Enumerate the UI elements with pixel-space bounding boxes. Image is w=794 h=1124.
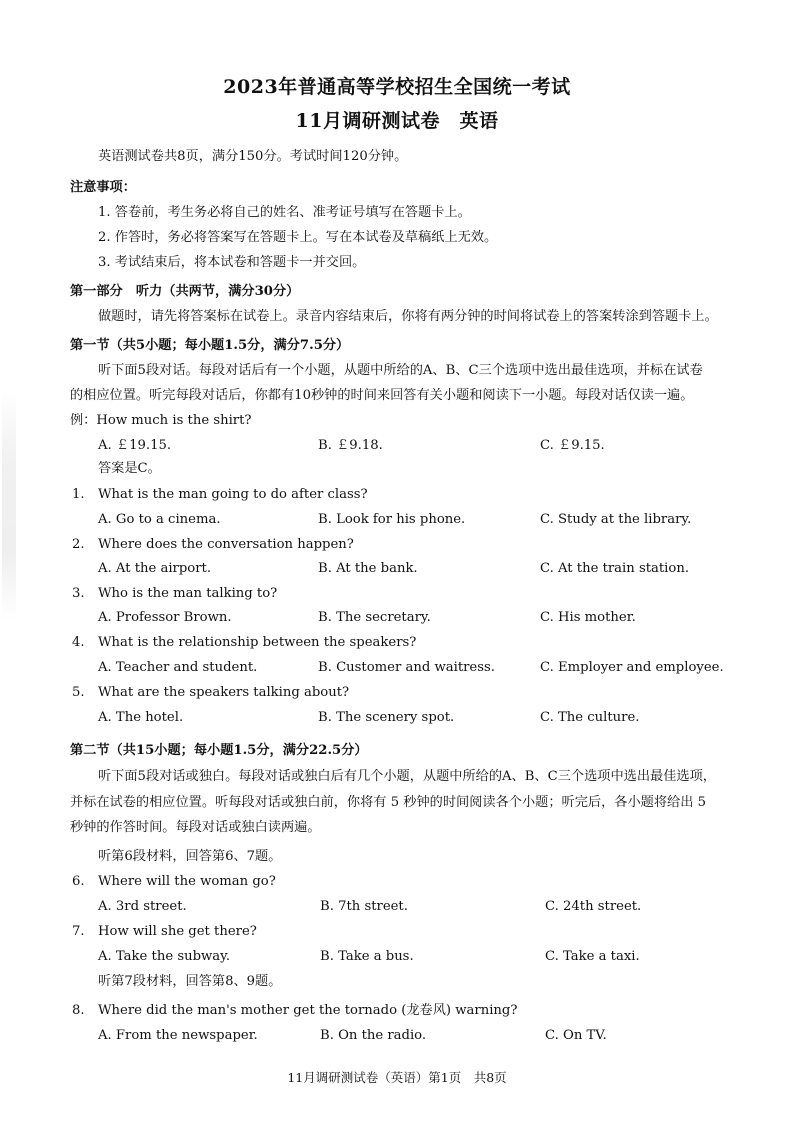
part1-instruction: 做题时，请先将答案标在试卷上。录音内容结束后，你将有两分钟的时间将试卷上的答案转涂到答题卡上。	[98, 309, 718, 324]
option-a: A. Professor Brown.	[98, 610, 232, 625]
option-b: B. Customer and waitress.	[318, 660, 495, 675]
option-a: A. The hotel.	[98, 710, 184, 725]
section2-instruction: 听下面5段对话或独白。每段对话或独白后有几个小题，从题中所给的A、B、C三个选项中选出最佳选项，	[98, 769, 716, 784]
option-c: C. The culture.	[540, 710, 640, 725]
option-b: B. The scenery spot.	[318, 710, 455, 725]
question-number: 7.	[72, 924, 85, 939]
option-a: A. Teacher and student.	[98, 660, 258, 675]
section1-instruction: 听下面5段对话。每段对话后有一个小题，从题中所给的A、B、C三个选项中选出最佳选项，并标在试卷	[98, 363, 703, 378]
section1-instruction: 的相应位置。听完每段对话后，你都有10秒钟的时间来回答有关小题和阅读下一小题。每段对话仅读一遍。	[70, 388, 694, 403]
option-b: B. Take a bus.	[320, 949, 414, 964]
option-b: B. At the bank.	[318, 561, 418, 576]
option-a: A. 3rd street.	[98, 899, 187, 914]
question-text: Where did the man's mother get the tornado (龙卷风) warning?	[98, 1003, 518, 1018]
question-text: How will she get there?	[98, 924, 257, 939]
question-text: What are the speakers talking about?	[98, 685, 350, 700]
note-item: 3. 考试结束后，将本试卷和答题卡一并交回。	[98, 255, 366, 270]
example-option-a: A. ￡19.15.	[98, 438, 172, 453]
material-label: 听第7段材料，回答第8、9题。	[98, 974, 282, 989]
question-number: 6.	[72, 874, 85, 889]
option-c: C. His mother.	[540, 610, 636, 625]
question-text: Where will the woman go?	[98, 874, 276, 889]
question-text: What is the relationship between the speakers?	[98, 635, 417, 650]
question-number: 5.	[72, 685, 85, 700]
example-question: 例：How much is the shirt?	[70, 413, 252, 428]
example-option-c: C. ￡9.15.	[540, 438, 605, 453]
option-b: B. 7th street.	[320, 899, 408, 914]
section2-instruction: 秒钟的作答时间。每段对话或独白读两遍。	[70, 820, 321, 835]
example-answer: 答案是C。	[98, 461, 161, 476]
page-footer: 11月调研测试卷（英语）第1页 共8页	[287, 1070, 507, 1085]
exam-intro: 英语测试卷共8页，满分150分。考试时间120分钟。	[98, 149, 408, 164]
option-c: C. On TV.	[545, 1028, 607, 1043]
exam-subtitle: 11月调研测试卷 英语	[295, 110, 499, 132]
question-text: Where does the conversation happen?	[98, 537, 354, 552]
option-a: A. Go to a cinema.	[98, 512, 221, 527]
question-number: 3.	[72, 586, 85, 601]
question-number: 1.	[72, 487, 85, 502]
question-text: Who is the man talking to?	[98, 586, 278, 601]
option-a: A. From the newspaper.	[98, 1028, 258, 1043]
question-number: 2.	[72, 537, 85, 552]
option-c: C. Study at the library.	[540, 512, 692, 527]
question-number: 8.	[72, 1003, 85, 1018]
notes-heading: 注意事项：	[70, 180, 136, 195]
part1-heading: 第一部分 听力（共两节，满分30分）	[70, 284, 300, 299]
option-a: A. Take the subway.	[98, 949, 231, 964]
option-a: A. At the airport.	[98, 561, 212, 576]
option-c: C. Employer and employee.	[540, 660, 724, 675]
question-text: What is the man going to do after class?	[98, 487, 368, 502]
option-b: B. The secretary.	[318, 610, 431, 625]
note-item: 1. 答卷前，考生务必将自己的姓名、准考证号填写在答题卡上。	[98, 205, 471, 220]
section2-heading: 第二节（共15小题；每小题1.5分，满分22.5分）	[70, 743, 368, 758]
option-c: C. 24th street.	[545, 899, 642, 914]
question-number: 4.	[72, 635, 85, 650]
example-option-b: B. ￡9.18.	[318, 438, 383, 453]
scan-smudge	[2, 390, 16, 620]
option-c: C. At the train station.	[540, 561, 690, 576]
section1-heading: 第一节（共5小题；每小题1.5分，满分7.5分）	[70, 338, 350, 353]
note-item: 2. 作答时，务必将答案写在答题卡上。写在本试卷及草稿纸上无效。	[98, 230, 498, 245]
material-label: 听第6段材料，回答第6、7题。	[98, 849, 282, 864]
option-c: C. Take a taxi.	[545, 949, 640, 964]
section2-instruction: 并标在试卷的相应位置。听每段对话或独白前，你将有 5 秒钟的时间阅读各个小题；听完后，各小题将给出 5	[70, 795, 706, 810]
option-b: B. Look for his phone.	[318, 512, 466, 527]
exam-title: 2023年普通高等学校招生全国统一考试	[223, 76, 571, 98]
option-b: B. On the radio.	[320, 1028, 427, 1043]
